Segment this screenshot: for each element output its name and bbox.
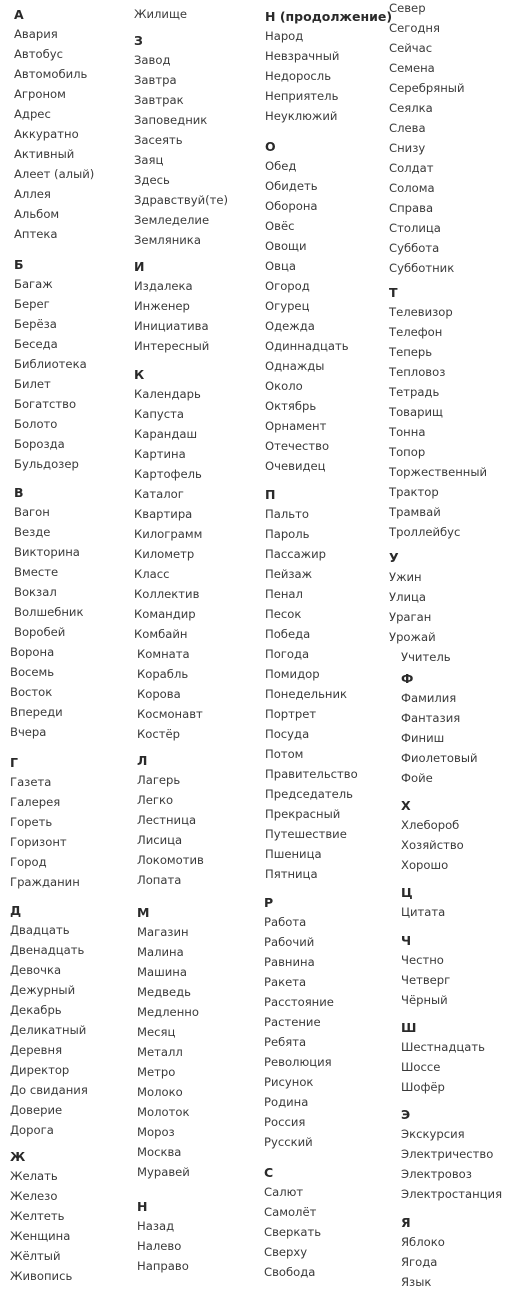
letter-section xyxy=(10,902,88,1140)
word-entry: Автобус xyxy=(14,47,63,61)
word-entry: Налево xyxy=(137,1239,182,1253)
letter-section xyxy=(134,258,209,356)
word-entry: Москва xyxy=(137,1145,182,1159)
word-entry: Молоток xyxy=(137,1105,190,1119)
word-entry: Трактор xyxy=(389,485,439,499)
word-entry: Слева xyxy=(389,121,426,135)
word-entry: Гореть xyxy=(10,815,53,829)
word-entry: Направо xyxy=(137,1259,189,1273)
word-entry: Учитель xyxy=(401,650,451,664)
word-entry: Фойе xyxy=(401,771,433,785)
letter-heading: П xyxy=(265,487,276,502)
word-entry: Родина xyxy=(264,1095,309,1109)
word-entry: Назад xyxy=(137,1219,175,1233)
letter-section xyxy=(10,484,84,742)
word-entry: Электростанция xyxy=(401,1187,503,1201)
word-entry: Свобода xyxy=(264,1265,316,1279)
letter-heading: С xyxy=(264,1165,274,1180)
word-entry: Октябрь xyxy=(265,399,317,413)
word-entry: Рабочий xyxy=(264,935,315,949)
word-entry: Багаж xyxy=(14,277,53,291)
word-entry: Жилище xyxy=(134,7,188,21)
word-entry: Женщина xyxy=(10,1229,71,1243)
word-entry: Трамвай xyxy=(389,505,441,519)
word-entry: Лопата xyxy=(137,873,182,887)
word-entry: Беседа xyxy=(14,337,58,351)
word-entry: Металл xyxy=(137,1045,183,1059)
word-entry: Жёлтый xyxy=(10,1249,61,1263)
word-entry: Фамилия xyxy=(401,691,457,705)
word-entry: Цитата xyxy=(401,905,446,919)
word-entry: Капуста xyxy=(134,407,185,421)
letter-section xyxy=(401,932,450,1010)
word-entry: Торжественный xyxy=(389,465,488,479)
letter-section xyxy=(265,138,349,476)
word-entry: Обидеть xyxy=(265,179,318,193)
letter-heading: К xyxy=(134,367,145,382)
letter-section xyxy=(265,8,392,126)
word-entry: Бульдозер xyxy=(14,457,79,471)
word-entry: Солдат xyxy=(389,161,434,175)
word-entry: Живопись xyxy=(10,1269,73,1283)
word-entry: Салют xyxy=(264,1185,304,1199)
word-entry: Медведь xyxy=(137,985,191,999)
word-entry: Агроном xyxy=(14,87,66,101)
word-entry: Столица xyxy=(389,221,441,235)
word-entry: Русский xyxy=(264,1135,313,1149)
letter-section xyxy=(10,754,80,892)
word-entry: Чёрный xyxy=(401,993,448,1007)
word-entry: Девочка xyxy=(10,963,62,977)
word-entry: Пассажир xyxy=(265,547,327,561)
word-entry: Метро xyxy=(137,1065,176,1079)
word-entry: Дорога xyxy=(10,1123,54,1137)
word-entry: Улица xyxy=(389,590,427,604)
word-entry: Фиолетовый xyxy=(401,751,478,765)
word-entry: Картина xyxy=(134,447,186,461)
word-entry: Костёр xyxy=(137,727,180,741)
letter-heading: Ж xyxy=(10,1149,26,1164)
word-entry: Вместе xyxy=(14,565,59,579)
word-entry: Локомотив xyxy=(137,853,204,867)
word-entry: Ворона xyxy=(10,645,55,659)
word-entry: Командир xyxy=(134,607,196,621)
word-entry: Восемь xyxy=(10,665,55,679)
word-entry: Везде xyxy=(14,525,51,539)
word-entry: Сегодня xyxy=(389,21,440,35)
letter-heading: Ц xyxy=(401,885,413,900)
word-entry: Песок xyxy=(265,607,302,621)
word-entry: Каталог xyxy=(134,487,184,501)
word-entry: Лагерь xyxy=(137,773,181,787)
word-entry: Квартира xyxy=(134,507,193,521)
word-entry: Язык xyxy=(401,1275,432,1289)
word-entry: Мороз xyxy=(137,1125,175,1139)
word-entry: Авария xyxy=(14,27,58,41)
word-entry: Невзрачный xyxy=(265,49,340,63)
word-entry: Посуда xyxy=(265,727,310,741)
word-entry: Семена xyxy=(389,61,435,75)
letter-section xyxy=(137,904,199,1182)
word-entry: Горизонт xyxy=(10,835,67,849)
word-entry: Шестнадцать xyxy=(401,1040,485,1054)
word-entry: Экскурсия xyxy=(401,1127,465,1141)
word-entry: Субботник xyxy=(389,261,455,275)
word-entry: Лисица xyxy=(137,833,183,847)
word-entry: Викторина xyxy=(14,545,80,559)
word-entry: Библиотека xyxy=(14,357,87,371)
letter-section xyxy=(401,1019,485,1097)
letter-heading: А xyxy=(14,7,24,22)
word-entry: Коллектив xyxy=(134,587,200,601)
letter-heading: Э xyxy=(401,1107,411,1122)
word-entry: Яблоко xyxy=(401,1235,445,1249)
letter-section xyxy=(389,284,487,542)
word-entry: Пенал xyxy=(265,587,303,601)
letter-section xyxy=(137,752,204,890)
word-entry: Аккуратно xyxy=(14,127,79,141)
word-entry: Карандаш xyxy=(134,427,198,441)
word-entry: Автомобиль xyxy=(14,67,88,81)
word-entry: Путешествие xyxy=(265,827,347,841)
word-entry: Вагон xyxy=(14,505,50,519)
word-entry: Топор xyxy=(389,445,426,459)
word-entry: Тонна xyxy=(389,425,426,439)
word-entry: Погода xyxy=(265,647,310,661)
word-entry: Килограмм xyxy=(134,527,203,541)
word-entry: Здравствуй(те) xyxy=(134,193,229,207)
word-entry: Желать xyxy=(10,1169,58,1183)
word-entry: Пейзаж xyxy=(265,567,313,581)
letter-heading: Г xyxy=(10,755,18,770)
letter-section xyxy=(134,32,228,250)
word-entry: Равнина xyxy=(264,955,315,969)
word-entry: Четверг xyxy=(401,973,451,987)
word-entry: Ракета xyxy=(264,975,307,989)
word-entry: Класс xyxy=(134,567,170,581)
word-entry: Месяц xyxy=(137,1025,176,1039)
letter-heading: Ф xyxy=(401,671,414,686)
word-entry: Телефон xyxy=(389,325,443,339)
word-entry: Альбом xyxy=(14,207,60,221)
word-entry: Завтра xyxy=(134,73,177,87)
letter-heading: Я xyxy=(401,1215,411,1230)
word-entry: Сверху xyxy=(264,1245,308,1259)
letter-section xyxy=(14,256,87,474)
word-entry: Очевидец xyxy=(265,459,326,473)
word-entry: Космонавт xyxy=(137,707,203,721)
word-entry: Пальто xyxy=(265,507,309,521)
letter-section xyxy=(134,366,203,744)
word-entry: Комбайн xyxy=(134,627,188,641)
letter-heading: Л xyxy=(137,753,148,768)
letter-heading: Т xyxy=(389,285,398,300)
word-entry: Портрет xyxy=(265,707,317,721)
word-entry: Растение xyxy=(264,1015,321,1029)
word-entry: Муравей xyxy=(137,1165,190,1179)
word-entry: Телевизор xyxy=(389,305,453,319)
word-entry: Земляника xyxy=(134,233,201,247)
word-entry: Ягода xyxy=(401,1255,438,1269)
letter-section xyxy=(14,6,94,244)
word-entry: Болото xyxy=(14,417,58,431)
word-entry: Хлебороб xyxy=(401,818,460,832)
word-entry: Теперь xyxy=(389,345,433,359)
word-entry: Расстояние xyxy=(264,995,334,1009)
letter-section xyxy=(401,1214,445,1292)
word-entry: Справа xyxy=(389,201,434,215)
word-entry: Троллейбус xyxy=(389,525,461,539)
word-entry: Финиш xyxy=(401,731,445,745)
word-entry: Картофель xyxy=(134,467,202,481)
word-entry: Однажды xyxy=(265,359,325,373)
word-entry: Деликатный xyxy=(10,1023,87,1037)
word-entry: Билет xyxy=(14,377,51,391)
word-entry: Ребята xyxy=(264,1035,307,1049)
letter-section xyxy=(401,670,478,788)
word-entry: Сеялка xyxy=(389,101,433,115)
word-entry: Ураган xyxy=(389,610,432,624)
word-entry: Недоросль xyxy=(265,69,332,83)
letter-section xyxy=(389,549,451,667)
word-entry: Солома xyxy=(389,181,435,195)
word-entry: Самолёт xyxy=(264,1205,317,1219)
letter-heading: Ш xyxy=(401,1020,417,1035)
word-entry: Огурец xyxy=(265,299,310,313)
word-entry: Восток xyxy=(10,685,53,699)
word-entry: Гражданин xyxy=(10,875,80,889)
word-entry: Тетрадь xyxy=(389,385,440,399)
word-entry: Инженер xyxy=(134,299,190,313)
word-entry: Орнамент xyxy=(265,419,327,433)
word-entry: Огород xyxy=(265,279,310,293)
word-entry: Вокзал xyxy=(14,585,57,599)
word-entry: Оборона xyxy=(265,199,318,213)
word-entry: Комната xyxy=(137,647,190,661)
word-entry: Отечество xyxy=(265,439,330,453)
word-entry: До свидания xyxy=(10,1083,88,1097)
word-entry: Работа xyxy=(264,915,307,929)
word-entry: Снизу xyxy=(389,141,426,155)
word-entry: Победа xyxy=(265,627,311,641)
word-entry: Овца xyxy=(265,259,296,273)
letter-heading: Б xyxy=(14,257,24,272)
word-entry: Пятница xyxy=(265,867,318,881)
letter-heading: У xyxy=(389,550,399,565)
word-entry: Пароль xyxy=(265,527,310,541)
word-entry: Лестница xyxy=(137,813,197,827)
word-entry: Потом xyxy=(265,747,304,761)
word-entry: Дежурный xyxy=(10,983,76,997)
word-entry: Двадцать xyxy=(10,923,70,937)
word-entry: Сверкать xyxy=(264,1225,322,1239)
word-entry: Земледелие xyxy=(134,213,210,227)
letter-section xyxy=(137,1198,189,1276)
word-entry: Одежда xyxy=(265,319,315,333)
word-entry: Алеет (алый) xyxy=(14,167,95,181)
letter-heading: И xyxy=(134,259,145,274)
word-entry: Малина xyxy=(137,945,184,959)
word-entry: Желтеть xyxy=(10,1209,65,1223)
word-entry: Правительство xyxy=(265,767,358,781)
word-entry: Помидор xyxy=(265,667,320,681)
word-entry: Декабрь xyxy=(10,1003,62,1017)
letter-heading: Р xyxy=(264,895,274,910)
word-entry: Галерея xyxy=(10,795,61,809)
letter-section xyxy=(401,797,464,875)
letter-section xyxy=(401,884,445,922)
word-entry: Заяц xyxy=(134,153,164,167)
word-entry: Легко xyxy=(137,793,174,807)
word-entry: Издалека xyxy=(134,279,193,293)
word-entry: Пшеница xyxy=(265,847,322,861)
word-entry: Электровоз xyxy=(401,1167,472,1181)
word-entry: Инициатива xyxy=(134,319,209,333)
word-entry: Обед xyxy=(265,159,297,173)
word-entry: Серебряный xyxy=(389,81,465,95)
word-entry: Одиннадцать xyxy=(265,339,349,353)
word-entry: Директор xyxy=(10,1063,70,1077)
word-entry: Аптека xyxy=(14,227,58,241)
word-entry: Овёс xyxy=(265,219,295,233)
word-entry: Календарь xyxy=(134,387,201,401)
word-entry: Около xyxy=(265,379,303,393)
word-entry: Хорошо xyxy=(401,858,449,872)
word-entry: Шоссе xyxy=(401,1060,441,1074)
word-entry: Медленно xyxy=(137,1005,199,1019)
word-entry: Понедельник xyxy=(265,687,348,701)
letter-heading: Н xyxy=(137,1199,148,1214)
word-entry: Корабль xyxy=(137,667,189,681)
word-entry: Корова xyxy=(137,687,181,701)
word-entry: Сейчас xyxy=(389,41,433,55)
word-entry: Электричество xyxy=(401,1147,494,1161)
letter-heading: Х xyxy=(401,798,411,813)
letter-heading: О xyxy=(265,139,276,154)
word-entry: Народ xyxy=(265,29,304,43)
word-entry: Километр xyxy=(134,547,195,561)
word-entry: Заповедник xyxy=(134,113,208,127)
letter-section xyxy=(264,894,334,1152)
word-entry: Железо xyxy=(10,1189,58,1203)
word-entry: Тепловоз xyxy=(389,365,446,379)
word-entry: Засеять xyxy=(134,133,183,147)
word-entry: Завод xyxy=(134,53,171,67)
word-entry: Активный xyxy=(14,147,75,161)
word-entry: Шофёр xyxy=(401,1080,445,1094)
word-entry: Деревня xyxy=(10,1043,63,1057)
letter-heading: Н (продолжение) xyxy=(265,9,393,24)
word-entry: Здесь xyxy=(134,173,170,187)
word-entry: Газета xyxy=(10,775,52,789)
word-entry: Завтрак xyxy=(134,93,184,107)
word-entry: Неприятель xyxy=(265,89,339,103)
word-entry: Машина xyxy=(137,965,187,979)
letter-heading: З xyxy=(134,33,143,48)
word-entry: Адрес xyxy=(14,107,51,121)
word-entry: Богатство xyxy=(14,397,77,411)
letter-heading: Ч xyxy=(401,933,412,948)
word-entry: Борозда xyxy=(14,437,65,451)
word-entry: Рисунок xyxy=(264,1075,314,1089)
word-entry: Фантазия xyxy=(401,711,461,725)
word-entry: Овощи xyxy=(265,239,307,253)
word-entry: Север xyxy=(389,1,426,15)
word-entry: Берёза xyxy=(14,317,57,331)
word-entry: Ужин xyxy=(389,570,422,584)
word-entry: Товарищ xyxy=(389,405,443,419)
word-entry: Интересный xyxy=(134,339,210,353)
word-entry: Хозяйство xyxy=(401,838,464,852)
letter-section xyxy=(401,1106,502,1204)
word-entry: Волшебник xyxy=(14,605,84,619)
word-entry: Вчера xyxy=(10,725,47,739)
word-entry: Россия xyxy=(264,1115,306,1129)
word-entry: Магазин xyxy=(137,925,189,939)
word-entry: Неуклюжий xyxy=(265,109,338,123)
letter-heading: М xyxy=(137,905,150,920)
letter-section xyxy=(265,486,358,884)
word-entry: Честно xyxy=(401,953,444,967)
word-entry: Суббота xyxy=(389,241,440,255)
letter-heading: В xyxy=(14,485,24,500)
word-entry: Берег xyxy=(14,297,50,311)
word-entry: Двенадцать xyxy=(10,943,85,957)
word-entry: Урожай xyxy=(389,630,436,644)
word-entry: Председатель xyxy=(265,787,353,801)
word-entry: Прекрасный xyxy=(265,807,341,821)
word-entry: Город xyxy=(10,855,47,869)
letter-heading: Д xyxy=(10,903,22,918)
word-entry: Доверие xyxy=(10,1103,63,1117)
word-entry: Революция xyxy=(264,1055,332,1069)
word-entry: Впереди xyxy=(10,705,63,719)
word-entry: Аллея xyxy=(14,187,51,201)
word-entry: Молоко xyxy=(137,1085,183,1099)
word-entry: Воробей xyxy=(14,625,66,639)
